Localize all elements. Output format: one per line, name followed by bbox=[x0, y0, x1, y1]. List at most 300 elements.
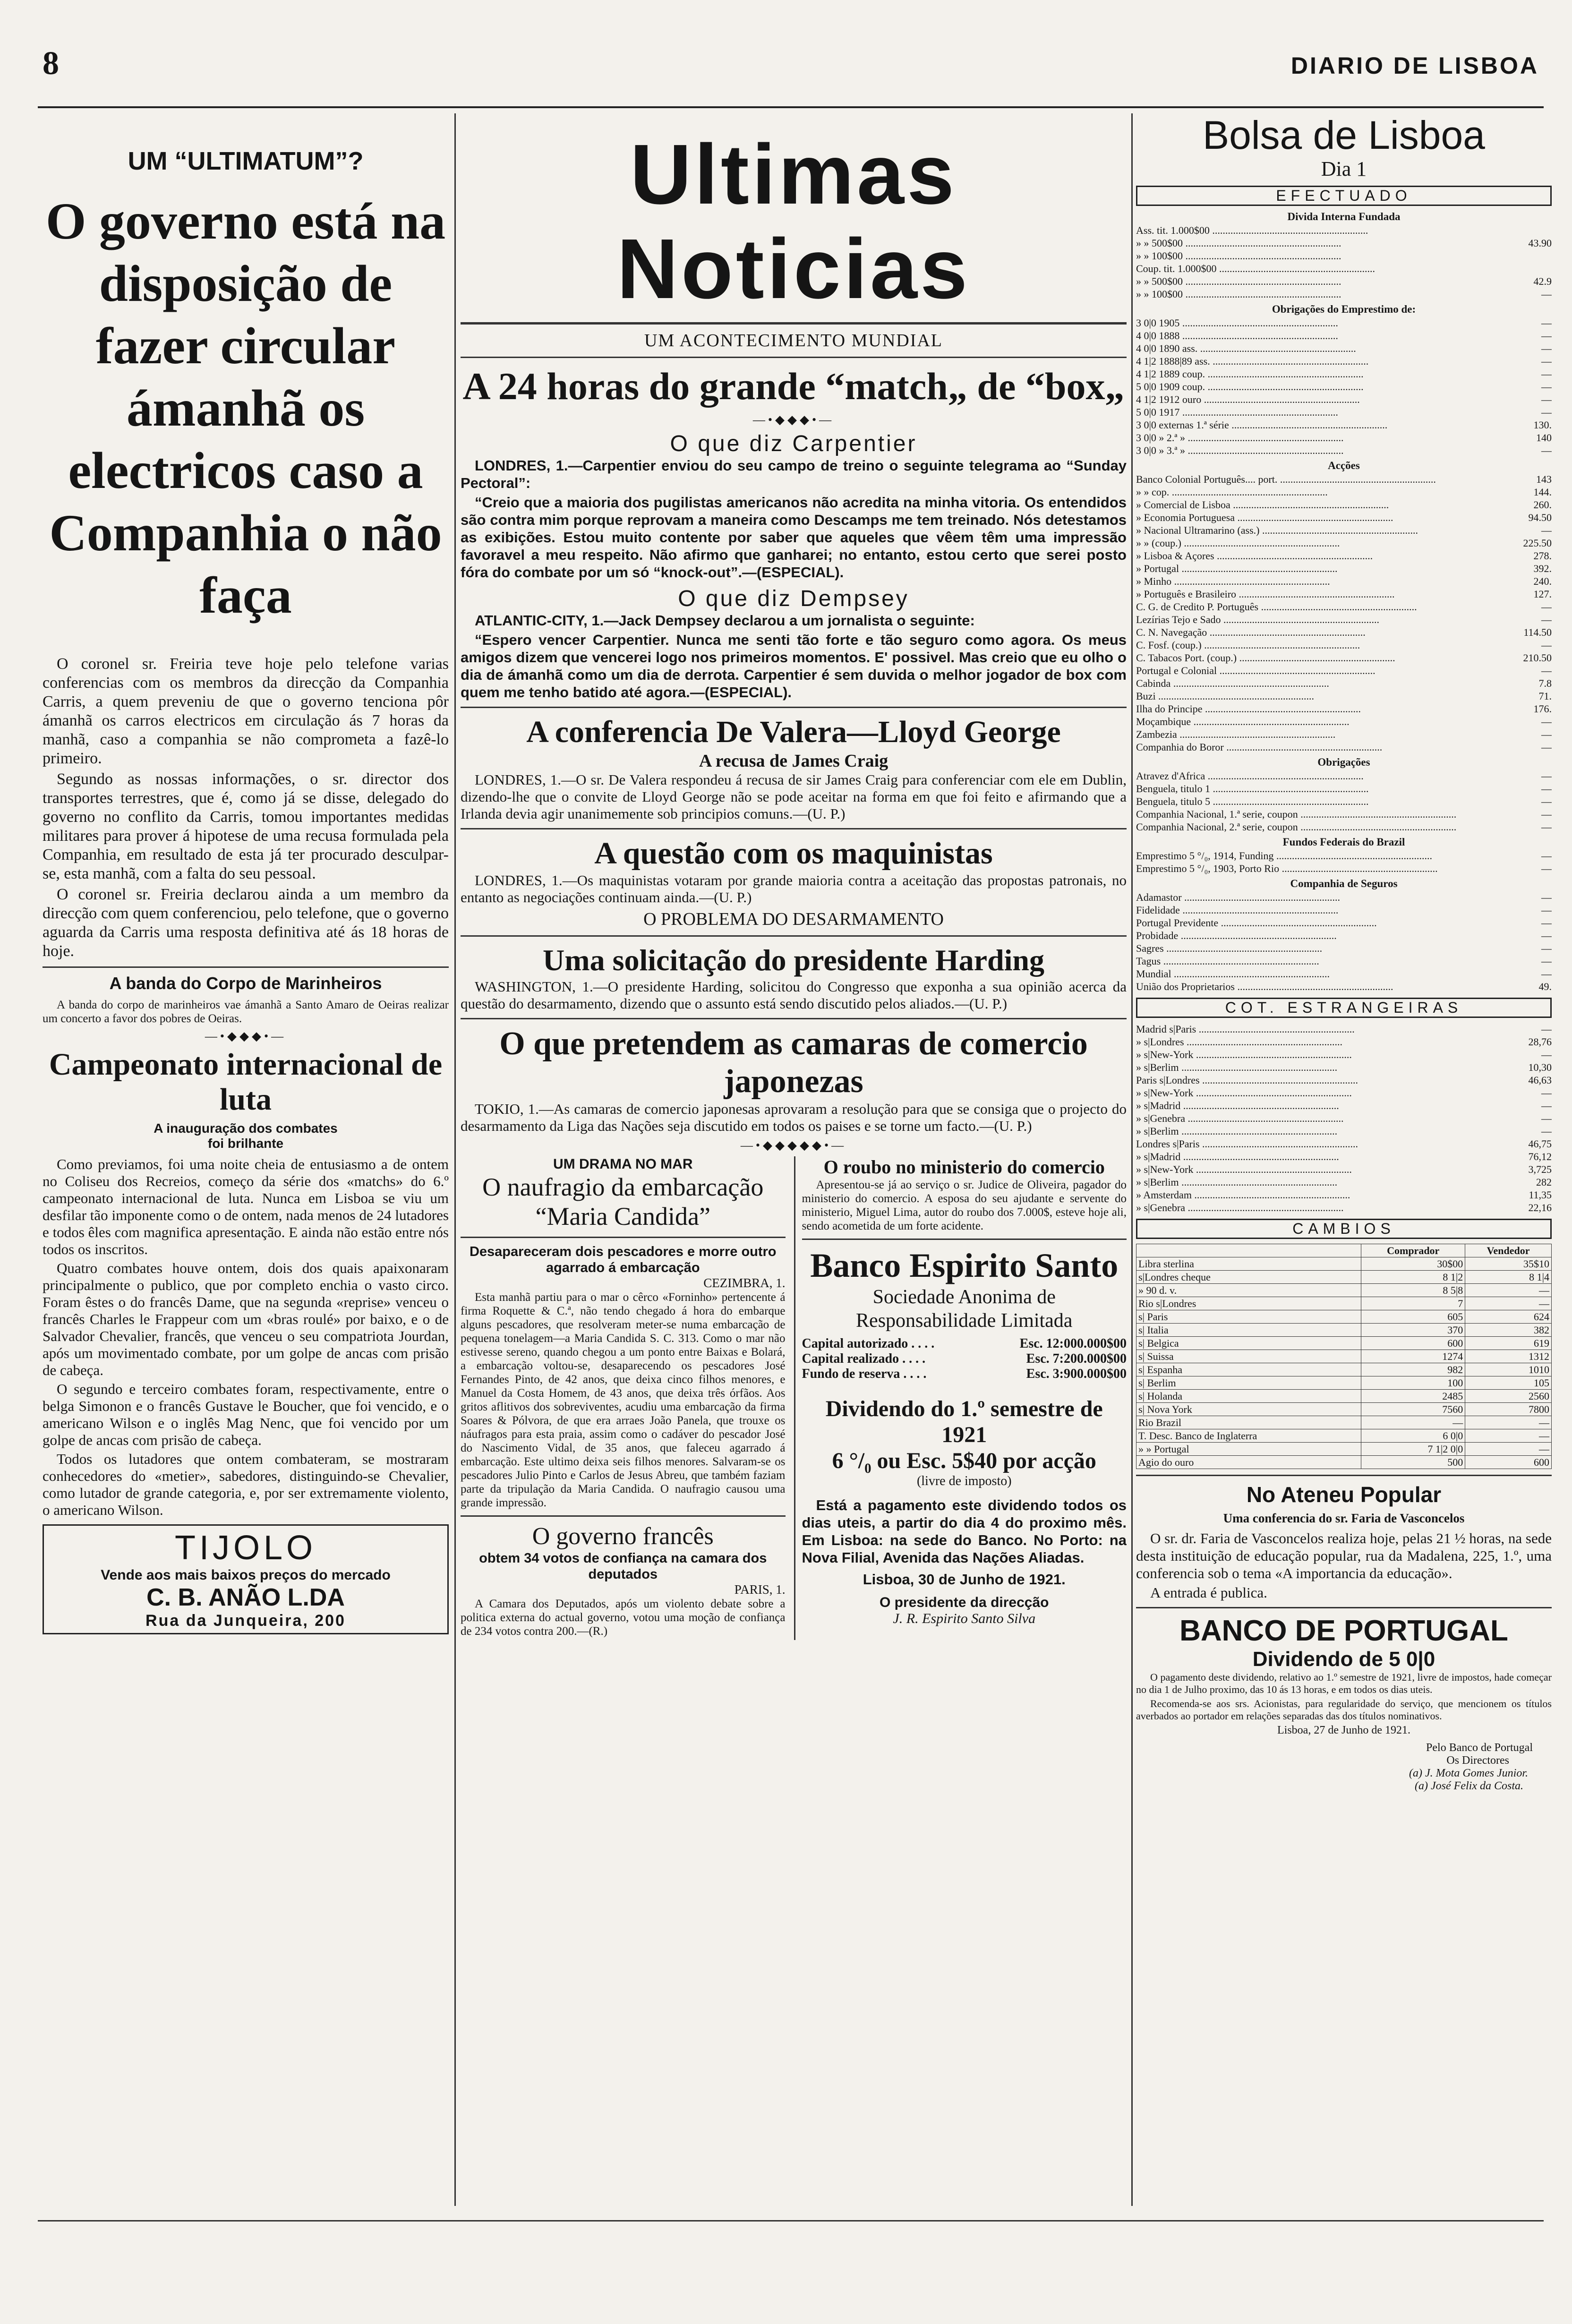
quote-name: Fidelidade ............................................................ bbox=[1136, 904, 1339, 916]
table-row bbox=[1136, 1297, 1552, 1310]
quote-row bbox=[1136, 664, 1552, 677]
roubo-para: Apresentou-se já ao serviço o sr. Judice de Oliveira, pagador do ministerio do comercio. A esposa do seu ajudante e servente do ministerio, Miguel Lima, autor do roubo dos 7.000$, esteve hoje ali, sendo acometida de um forte acidente. bbox=[802, 1179, 1127, 1232]
table-cell: 7 1|2 0|0 bbox=[1361, 1443, 1465, 1456]
table-cell: 605 bbox=[1361, 1310, 1465, 1324]
banda-title: A banda do Corpo de Marinheiros bbox=[109, 974, 382, 993]
quote-value: 140 bbox=[1536, 432, 1552, 444]
masthead: Ultimas Noticias bbox=[616, 127, 971, 316]
table-row bbox=[1136, 1390, 1552, 1403]
harding-title: Uma solicitação do presidente Harding bbox=[543, 943, 1044, 977]
quote-name: Emprestimo 5 °/₀, 1903, Porto Rio ............................................................ bbox=[1136, 863, 1438, 874]
divider bbox=[461, 828, 1127, 829]
quote-value: 127. bbox=[1533, 588, 1552, 600]
quote-name: » » (coup.) ............................................................ bbox=[1136, 537, 1340, 549]
tram-para-1: O coronel sr. Freiria teve hoje pelo telefone varias conferencias com os membros da direcção da Companhia Carris, a quem preveniu de que o governo tenciona pôr ámanhã os carros electricos em circulação ás 7 horas da manhã, caso a companhia se não comprometa a fazê-lo primeiro. bbox=[43, 655, 449, 767]
quote-row bbox=[1136, 728, 1552, 741]
france-subtitle: obtem 34 votos de confiança na camara dos deputados bbox=[479, 1551, 767, 1582]
quote-row bbox=[1136, 1023, 1552, 1035]
divider bbox=[461, 1237, 786, 1238]
accoes-rows bbox=[1136, 473, 1552, 753]
table-cell: 8 1|2 bbox=[1361, 1271, 1465, 1284]
divider bbox=[461, 935, 1127, 937]
quote-value: — bbox=[1541, 614, 1552, 625]
tram-headline: O governo está na disposição de fazer circular ámanhã os electricos caso a Companhia o não faça bbox=[45, 192, 446, 624]
fundos-rows bbox=[1136, 849, 1552, 875]
france-para: A Camara dos Deputados, após um violento debate sobre a politica externa do actual governo, votou uma moção de confiança de 234 votos contra 200.—(R.) bbox=[461, 1598, 786, 1638]
column-center bbox=[461, 113, 1127, 2206]
quote-row bbox=[1136, 444, 1552, 457]
table-row bbox=[1136, 1403, 1552, 1416]
cambios-header-row bbox=[1136, 1244, 1552, 1257]
table-cell: 105 bbox=[1465, 1376, 1552, 1390]
quote-row bbox=[1136, 1201, 1552, 1214]
quote-row bbox=[1136, 1150, 1552, 1163]
quote-value: 3,725 bbox=[1528, 1163, 1552, 1175]
quote-name: Sagres ............................................................ bbox=[1136, 942, 1323, 954]
quote-value: 22,16 bbox=[1528, 1202, 1552, 1213]
luta-subtitle-2: foi brilhante bbox=[207, 1136, 284, 1151]
quote-row bbox=[1136, 419, 1552, 431]
quote-value: — bbox=[1541, 665, 1552, 676]
tijolo-ad-line: Vende aos mais baixos preços do mercado bbox=[101, 1567, 391, 1583]
table-cell: — bbox=[1465, 1297, 1552, 1310]
quote-name: » s|Madrid ............................................................ bbox=[1136, 1151, 1339, 1162]
quote-name: » Português e Brasileiro ............................................................ bbox=[1136, 588, 1395, 600]
table-row bbox=[1136, 1363, 1552, 1376]
mar-title: O naufragio da embarcação “Maria Candida” bbox=[482, 1173, 764, 1230]
quote-row bbox=[1136, 1176, 1552, 1188]
quote-name: Ass. tit. 1.000$00 ............................................................ bbox=[1136, 224, 1368, 236]
quote-row bbox=[1136, 1137, 1552, 1150]
obrigacoes-rows bbox=[1136, 769, 1552, 833]
quote-value: 143 bbox=[1536, 473, 1552, 485]
quote-name: 3 0|0 » 3.ª » ............................................................ bbox=[1136, 444, 1344, 456]
quote-row bbox=[1136, 600, 1552, 613]
bes-dividend-value: 6 °/₀ ou Esc. 5$40 por acção bbox=[832, 1448, 1096, 1473]
bes-capital-label: Capital autorizado . . . . bbox=[802, 1336, 935, 1351]
carpentier-para-2: “Creio que a maioria dos pugilistas americanos não acredita na minha vitoria. Os entendidos são contra mim porque reprovam a maneira como Descamps me tem treinado. Nós detestamos as exibições. Estou muito contente por saber que aqueles que vêem têm uma impressão favoravel a meu respeito. Não afirmo que ganharei; no entanto, estou certo que serei posto fóra do combate por um só “knock-out”.—(ESPECIAL). bbox=[461, 494, 1127, 581]
quote-row bbox=[1136, 782, 1552, 795]
table-cell: Rio s|Londres bbox=[1136, 1297, 1361, 1310]
center-bottom-right bbox=[794, 1156, 1127, 1640]
quote-row bbox=[1136, 1074, 1552, 1086]
bes-para: Está a pagamento este dividendo todos os dias uteis, a partir do dia 4 do proximo mês. Em Lisboa: na sede do Banco. No Porto: na Nova Filial, Avenida das Nações Aliadas. bbox=[802, 1497, 1127, 1566]
bp-title: BANCO DE PORTUGAL bbox=[1179, 1615, 1508, 1647]
quote-name: » Comercial de Lisboa ............................................................ bbox=[1136, 499, 1389, 511]
bes-signature-name: J. R. Espirito Santo Silva bbox=[893, 1611, 1036, 1626]
quote-value: — bbox=[1541, 288, 1552, 300]
table-cell: 382 bbox=[1465, 1324, 1552, 1337]
quote-value: — bbox=[1541, 524, 1552, 536]
quote-value: — bbox=[1541, 639, 1552, 651]
quote-value: — bbox=[1541, 955, 1552, 967]
luta-para-2: Quatro combates houve ontem, dois dos quais apaixonaram principalmente o publico, que por completo enchia o vasto circo. Foram êstes o do francês Dame, que na segunda «reprise» venceu o francês Charles le Frappeur com um «bras roulé» por baixo, e o de Salvador Chevalier, francês, que venceu o seu compatriota Jourdan, após um movimentado combate, por um golpe de ancas com prisão de cabeça. bbox=[43, 1260, 449, 1378]
table-cell: 100 bbox=[1361, 1376, 1465, 1390]
quote-row bbox=[1136, 549, 1552, 562]
quote-value: — bbox=[1541, 930, 1552, 941]
header-rule bbox=[38, 106, 1544, 108]
bp-signature-line: Os Directores bbox=[1446, 1754, 1509, 1767]
table-cell: Rio Brazil bbox=[1136, 1416, 1361, 1429]
quote-row bbox=[1136, 473, 1552, 486]
quote-name: » Economia Portuguesa ............................................................ bbox=[1136, 512, 1393, 523]
dempsey-para-1: ATLANTIC-CITY, 1.—Jack Dempsey declarou a um jornalista o seguinte: bbox=[475, 612, 975, 629]
table-cell: 2485 bbox=[1361, 1390, 1465, 1403]
bes-capital-value: Esc. 7:200.000$00 bbox=[1026, 1351, 1127, 1366]
quote-row bbox=[1136, 1125, 1552, 1137]
table-cell: s| Nova York bbox=[1136, 1403, 1361, 1416]
quote-name: Adamastor ............................................................ bbox=[1136, 891, 1341, 903]
quote-name: Ilha do Principe ............................................................ bbox=[1136, 703, 1361, 715]
quote-value: — bbox=[1541, 728, 1552, 740]
ornament: —•◆◆◆◆◆•— bbox=[740, 1138, 847, 1152]
table-cell: 619 bbox=[1465, 1337, 1552, 1350]
table-cell: 6 0|0 bbox=[1361, 1429, 1465, 1443]
quote-value: 176. bbox=[1533, 703, 1552, 715]
quote-row bbox=[1136, 237, 1552, 249]
table-cell: — bbox=[1465, 1284, 1552, 1297]
quote-value: 76,12 bbox=[1528, 1151, 1552, 1162]
bes-subtitle: Sociedade Anonima de Responsabilidade Limitada bbox=[856, 1286, 1073, 1332]
quote-row bbox=[1136, 342, 1552, 355]
divida-heading: Divida Interna Fundada bbox=[1287, 211, 1401, 222]
table-cell: s| Belgica bbox=[1136, 1337, 1361, 1350]
table-row bbox=[1136, 1456, 1552, 1469]
quote-name: » Lisboa & Açores ............................................................ bbox=[1136, 550, 1373, 562]
quote-row bbox=[1136, 275, 1552, 288]
quote-value: 240. bbox=[1533, 575, 1552, 587]
table-cell: — bbox=[1465, 1429, 1552, 1443]
quote-name: » s|Genebra ............................................................ bbox=[1136, 1202, 1344, 1213]
table-cell: 2560 bbox=[1465, 1390, 1552, 1403]
quote-value: — bbox=[1541, 716, 1552, 727]
table-cell: Agio do ouro bbox=[1136, 1456, 1361, 1469]
quote-value bbox=[1500, 224, 1552, 237]
quote-name: União dos Proprietarios ............................................................ bbox=[1136, 981, 1393, 992]
tram-para-3: O coronel sr. Freiria declarou ainda a um membro da direcção com quem conferenciou, pelo telefone, que o governo aguarda da Carris uma resposta definitiva até ás 18 horas de hoje. bbox=[43, 886, 449, 960]
table-cell: s|Londres cheque bbox=[1136, 1271, 1361, 1284]
quote-name: » s|Berlim ............................................................ bbox=[1136, 1125, 1338, 1137]
banda-text: A banda do corpo de marinheiros vae ámanhã a Santo Amaro de Oeiras realizar um concerto a favor dos pobres de Oeiras. bbox=[43, 999, 449, 1025]
quote-value: — bbox=[1541, 1100, 1552, 1111]
mar-kicker: UM DRAMA NO MAR bbox=[553, 1156, 693, 1172]
quote-row bbox=[1136, 367, 1552, 380]
quote-row bbox=[1136, 562, 1552, 575]
quote-row bbox=[1136, 1086, 1552, 1099]
bp-para-2: Recomenda-se aos srs. Acionistas, para regularidade do serviço, que mencionem os títulos averbados ao portador em relações separadas das dos títulos nominativos. bbox=[1136, 1698, 1552, 1722]
quote-row bbox=[1136, 1061, 1552, 1074]
table-cell: s| Paris bbox=[1136, 1310, 1361, 1324]
quote-row bbox=[1136, 316, 1552, 329]
ornament: —•◆◆◆•— bbox=[205, 1029, 287, 1043]
table-row bbox=[1136, 1310, 1552, 1324]
ateneu-para-2: A entrada é publica. bbox=[1150, 1584, 1267, 1601]
divider bbox=[1136, 1607, 1552, 1608]
table-cell: » » Portugal bbox=[1136, 1443, 1361, 1456]
quote-value: — bbox=[1541, 368, 1552, 380]
quote-value: — bbox=[1541, 783, 1552, 795]
bes-capital-row bbox=[802, 1336, 1127, 1351]
quote-row bbox=[1136, 537, 1552, 549]
quote-row bbox=[1136, 329, 1552, 342]
table-row bbox=[1136, 1271, 1552, 1284]
quote-value: 10,30 bbox=[1528, 1061, 1552, 1073]
quote-name: Companhia Nacional, 2.ª serie, coupon ............................................................ bbox=[1136, 821, 1457, 833]
quote-name: » » 500$00 ............................................................ bbox=[1136, 237, 1341, 249]
bes-capital-label: Fundo de reserva . . . . bbox=[802, 1367, 927, 1381]
harding-para: WASHINGTON, 1.—O presidente Harding, solicitou do Congresso que exponha a sua opinião acerca da questão do desarmamento, dizendo que o assunto está sendo discutido pelos aliados.—(U. P.) bbox=[461, 978, 1127, 1012]
quote-name: 3 0|0 1905 ............................................................ bbox=[1136, 317, 1338, 329]
quote-row bbox=[1136, 820, 1552, 833]
valera-title: A conferencia De Valera—Lloyd George bbox=[526, 715, 1061, 749]
boxing-headline: A 24 horas do grande “match„ de “box„ bbox=[462, 365, 1125, 408]
quote-row bbox=[1136, 980, 1552, 993]
ateneu-subtitle: Uma conferencia do sr. Faria de Vasconcelos bbox=[1223, 1511, 1465, 1525]
divida-rows bbox=[1136, 224, 1552, 300]
quote-row bbox=[1136, 1188, 1552, 1201]
quote-value: — bbox=[1541, 355, 1552, 367]
quote-row bbox=[1136, 355, 1552, 367]
quote-name: Zambezia ............................................................ bbox=[1136, 728, 1336, 740]
quote-name: » Nacional Ultramarino (ass.) ............................................................ bbox=[1136, 524, 1418, 536]
quote-name: 3 0|0 externas 1.ª série ............................................................ bbox=[1136, 419, 1388, 431]
table-cell: s| Suissa bbox=[1136, 1350, 1361, 1363]
mar-subtitle: Desapareceram dois pescadores e morre outro agarrado á embarcação bbox=[469, 1244, 777, 1275]
table-cell: 1274 bbox=[1361, 1350, 1465, 1363]
quote-name: 3 0|0 » 2.ª » ............................................................ bbox=[1136, 432, 1344, 444]
quote-row bbox=[1136, 849, 1552, 862]
table-cell: — bbox=[1465, 1416, 1552, 1429]
quote-value: — bbox=[1541, 330, 1552, 342]
table-cell: s| Berlim bbox=[1136, 1376, 1361, 1390]
table-cell: 500 bbox=[1361, 1456, 1465, 1469]
tijolo-ad-title: TIJOLO bbox=[174, 1529, 317, 1567]
divider bbox=[461, 1018, 1127, 1019]
quote-name: » Minho ............................................................ bbox=[1136, 575, 1330, 587]
quote-name: C. Fosf. (coup.) ............................................................ bbox=[1136, 639, 1360, 651]
quote-name: 4 0|0 1890 ass. ............................................................ bbox=[1136, 342, 1356, 354]
cambios-column-header: Comprador bbox=[1361, 1244, 1465, 1257]
quote-value: 7.8 bbox=[1538, 677, 1552, 689]
bolsa-title: Bolsa de Lisboa bbox=[1203, 113, 1485, 157]
quote-value bbox=[1500, 249, 1552, 262]
table-cell: 982 bbox=[1361, 1363, 1465, 1376]
quote-value: — bbox=[1541, 821, 1552, 833]
table-row bbox=[1136, 1350, 1552, 1363]
quote-row bbox=[1136, 715, 1552, 728]
bes-dividend-note: (livre de imposto) bbox=[916, 1474, 1012, 1488]
quote-name: Paris s|Londres ............................................................ bbox=[1136, 1074, 1358, 1086]
quote-value: — bbox=[1541, 342, 1552, 354]
quote-row bbox=[1136, 967, 1552, 980]
bes-signature-role: O presidente da direcção bbox=[880, 1595, 1049, 1610]
bp-signature-line: (a) J. Mota Gomes Junior. bbox=[1409, 1767, 1528, 1779]
cot-rows bbox=[1136, 1023, 1552, 1214]
quote-name: » s|New-York ............................................................ bbox=[1136, 1163, 1352, 1175]
center-bottom-left bbox=[461, 1156, 786, 1640]
quote-value: 46,75 bbox=[1528, 1138, 1552, 1150]
quote-row bbox=[1136, 1099, 1552, 1112]
quote-value: 278. bbox=[1533, 550, 1552, 562]
table-cell: s| Italia bbox=[1136, 1324, 1361, 1337]
seguros-rows bbox=[1136, 891, 1552, 993]
france-dateline: PARIS, 1. bbox=[734, 1582, 786, 1597]
quote-name: Atravez d'Africa ............................................................ bbox=[1136, 770, 1364, 782]
table-row bbox=[1136, 1284, 1552, 1297]
france-title: O governo francês bbox=[532, 1523, 714, 1550]
cambios-heading: CAMBIOS bbox=[1136, 1219, 1552, 1239]
quote-value: — bbox=[1541, 444, 1552, 456]
quote-row bbox=[1136, 249, 1552, 262]
quote-row bbox=[1136, 741, 1552, 753]
table-cell: T. Desc. Banco de Inglaterra bbox=[1136, 1429, 1361, 1443]
fundos-heading: Fundos Federais do Brazil bbox=[1282, 836, 1405, 848]
quote-row bbox=[1136, 929, 1552, 942]
quote-name: » s|New-York ............................................................ bbox=[1136, 1087, 1352, 1099]
quote-row bbox=[1136, 942, 1552, 955]
quote-value: — bbox=[1541, 795, 1552, 807]
quote-row bbox=[1136, 702, 1552, 715]
mar-para: Esta manhã partiu para o mar o cêrco «Forninho» pertencente á firma Roquette & C.ª, não tendo chegado á hora do embarque alguns pescadores, que resolveram meter-se numa embarcação de pequena tonelagem—a Maria Candida S. C. 313. Como o mar não estivesse sereno, quando chegou a um ponto entre Baixas e Bolará, a embarcação voltou-se, desaparecendo os pescadores José Fernandes Pinto, de 42 anos, que deixa cinco filhos menores, e Manuel da Costa Homem, de 43 anos, que deixa três órfãos. Aos gritos aflitivos dos sobreviventes, acudiu uma embarcação da firma Soares & Pólvora, de que era arraes João Panela, que trouxe os náufragos para esta praia, assim como o cadáver do pescador José do Nascimento Vidal, de 35 anos, que faleceu agarrado á embarcação. Este ultimo deixa seis filhos menores. Salvaram-se os pescadores Julio Pinto e Carlos de Jesus Abreu, que também faziam parte da tripulação da Maria Candida. O naufragio causou uma grande impressão. bbox=[461, 1291, 786, 1509]
quote-value: — bbox=[1541, 942, 1552, 954]
quote-value: — bbox=[1541, 406, 1552, 418]
quote-value: 71. bbox=[1538, 690, 1552, 702]
quote-row bbox=[1136, 511, 1552, 524]
quote-value: — bbox=[1541, 850, 1552, 862]
quote-value: 46,63 bbox=[1528, 1074, 1552, 1086]
cambios-column-header: Vendedor bbox=[1465, 1244, 1552, 1257]
carpentier-title: O que diz Carpentier bbox=[670, 431, 917, 456]
table-cell: 7 bbox=[1361, 1297, 1465, 1310]
divider bbox=[43, 966, 449, 968]
divider bbox=[461, 707, 1127, 708]
quote-value: — bbox=[1541, 808, 1552, 820]
bes-name: Banco Espirito Santo bbox=[810, 1247, 1119, 1284]
quote-value: — bbox=[1541, 393, 1552, 405]
table-row bbox=[1136, 1257, 1552, 1271]
luta-subtitle-1: A inauguração dos combates bbox=[154, 1121, 338, 1136]
quote-value: — bbox=[1541, 891, 1552, 903]
quote-value: 130. bbox=[1533, 419, 1552, 431]
quote-name: » Portugal ............................................................ bbox=[1136, 563, 1338, 574]
dempsey-title: O que diz Dempsey bbox=[678, 586, 909, 611]
table-cell: 1010 bbox=[1465, 1363, 1552, 1376]
carpentier-para-1: LONDRES, 1.—Carpentier enviou do seu campo de treino o seguinte telegrama ao “Sunday Pectoral”: bbox=[461, 457, 1127, 491]
quote-name: » s|Genebra ............................................................ bbox=[1136, 1112, 1344, 1124]
quote-name: Emprestimo 5 °/₀, 1914, Funding ............................................................ bbox=[1136, 850, 1432, 862]
quote-value: — bbox=[1541, 741, 1552, 753]
bes-capital-label: Capital realizado . . . . bbox=[802, 1351, 926, 1366]
quote-row bbox=[1136, 626, 1552, 639]
divider bbox=[802, 1239, 1127, 1240]
quote-row bbox=[1136, 393, 1552, 406]
emprestimo-heading: Obrigações do Emprestimo de: bbox=[1272, 303, 1416, 315]
bp-signature-line: Pelo Banco de Portugal bbox=[1426, 1742, 1533, 1754]
column-left bbox=[43, 113, 449, 2206]
divider bbox=[461, 1515, 786, 1517]
bes-capital-row bbox=[802, 1351, 1127, 1367]
quote-value: 225.50 bbox=[1523, 537, 1552, 549]
quote-value: — bbox=[1541, 770, 1552, 782]
quote-name: Cabinda ............................................................ bbox=[1136, 677, 1329, 689]
quote-row bbox=[1136, 651, 1552, 664]
quote-value: — bbox=[1541, 317, 1552, 329]
quote-name: Lezírias Tejo e Sado ............................................................ bbox=[1136, 614, 1379, 625]
ateneu-para-1: O sr. dr. Faria de Vasconcelos realiza hoje, pelas 21 ½ horas, na sede desta instituição de educação popular, rua da Madalena, 225, 1.º, uma conferencia sob o tema «A importancia da educação». bbox=[1136, 1530, 1552, 1581]
quote-row bbox=[1136, 288, 1552, 300]
bes-date: Lisboa, 30 de Junho de 1921. bbox=[863, 1571, 1066, 1588]
table-row bbox=[1136, 1443, 1552, 1456]
divider bbox=[461, 357, 1127, 358]
quote-row bbox=[1136, 891, 1552, 904]
desarmamento-heading: O PROBLEMA DO DESARMAMENTO bbox=[643, 909, 944, 929]
quote-row bbox=[1136, 862, 1552, 875]
maquinistas-para: LONDRES, 1.—Os maquinistas votaram por grande maioria contra a aceitação das propostas patronais, no entanto as negociações continuam ainda.—(U. P.) bbox=[461, 872, 1127, 906]
quote-name: Buzi ............................................................ bbox=[1136, 690, 1315, 702]
column-rule-2 bbox=[1131, 113, 1133, 2206]
quote-name: 4 1|2 1912 ouro ............................................................ bbox=[1136, 393, 1360, 405]
table-cell: 1312 bbox=[1465, 1350, 1552, 1363]
quote-value: — bbox=[1541, 381, 1552, 393]
quote-value: — bbox=[1541, 1125, 1552, 1137]
quote-name: Companhia Nacional, 1.ª serie, coupon ............................................................ bbox=[1136, 808, 1457, 820]
quote-name: » » 100$00 ............................................................ bbox=[1136, 288, 1341, 300]
quote-row bbox=[1136, 904, 1552, 916]
quote-value: — bbox=[1541, 1023, 1552, 1035]
quote-value: — bbox=[1541, 1112, 1552, 1124]
quote-name: » » 100$00 ............................................................ bbox=[1136, 250, 1341, 262]
quote-row bbox=[1136, 795, 1552, 808]
quote-row bbox=[1136, 613, 1552, 626]
quote-row bbox=[1136, 486, 1552, 498]
column-rule-1 bbox=[454, 113, 456, 2206]
quote-name: Coup. tit. 1.000$00 ............................................................ bbox=[1136, 263, 1376, 274]
table-cell: 8 5|8 bbox=[1361, 1284, 1465, 1297]
quote-value: 94.50 bbox=[1528, 512, 1552, 523]
table-cell: s| Espanha bbox=[1136, 1363, 1361, 1376]
quote-value: 260. bbox=[1533, 499, 1552, 511]
accoes-heading: Acções bbox=[1328, 460, 1360, 471]
bes-capital-value: Esc. 12:000.000$00 bbox=[1019, 1336, 1127, 1351]
column-right bbox=[1136, 113, 1552, 2206]
world-event-subhead: UM ACONTECIMENTO MUNDIAL bbox=[644, 331, 943, 350]
quote-row bbox=[1136, 380, 1552, 393]
table-cell: » 90 d. v. bbox=[1136, 1284, 1361, 1297]
quote-row bbox=[1136, 1035, 1552, 1048]
quote-name: 4 1|2 1888|89 ass. ............................................................ bbox=[1136, 355, 1369, 367]
table-cell: — bbox=[1465, 1443, 1552, 1456]
luta-para-3: O segundo e terceiro combates foram, respectivamente, entre o belga Simonon e o francês Gustave le Boucher, que foi vencido, e o americano Wilson e o inglês Mag Nenc, que foi vencido por um golpe de ancas com prisão de cabeça. bbox=[43, 1381, 449, 1448]
quote-name: Moçambique ............................................................ bbox=[1136, 716, 1350, 727]
footer-rule bbox=[38, 2220, 1544, 2221]
maquinistas-title: A questão com os maquinistas bbox=[594, 836, 993, 871]
quote-row bbox=[1136, 769, 1552, 782]
bp-signature-line: (a) José Felix da Costa. bbox=[1415, 1780, 1523, 1792]
table-row bbox=[1136, 1337, 1552, 1350]
quote-name: 5 0|0 1917 ............................................................ bbox=[1136, 406, 1338, 418]
japan-title: O que pretendem as camaras de comercio japonezas bbox=[499, 1025, 1088, 1100]
quote-value: 114.50 bbox=[1523, 626, 1552, 638]
quote-row bbox=[1136, 955, 1552, 967]
table-cell: 7800 bbox=[1465, 1403, 1552, 1416]
table-cell: 30$00 bbox=[1361, 1257, 1465, 1271]
efectuado-heading: EFECTUADO bbox=[1136, 186, 1552, 206]
quote-name: » s|Londres ............................................................ bbox=[1136, 1036, 1343, 1048]
quote-value: 11,35 bbox=[1529, 1189, 1552, 1201]
bp-dividend: Dividendo de 5 0|0 bbox=[1252, 1648, 1435, 1671]
quote-name: Benguela, titulo 1 ............................................................ bbox=[1136, 783, 1369, 795]
quote-row bbox=[1136, 498, 1552, 511]
